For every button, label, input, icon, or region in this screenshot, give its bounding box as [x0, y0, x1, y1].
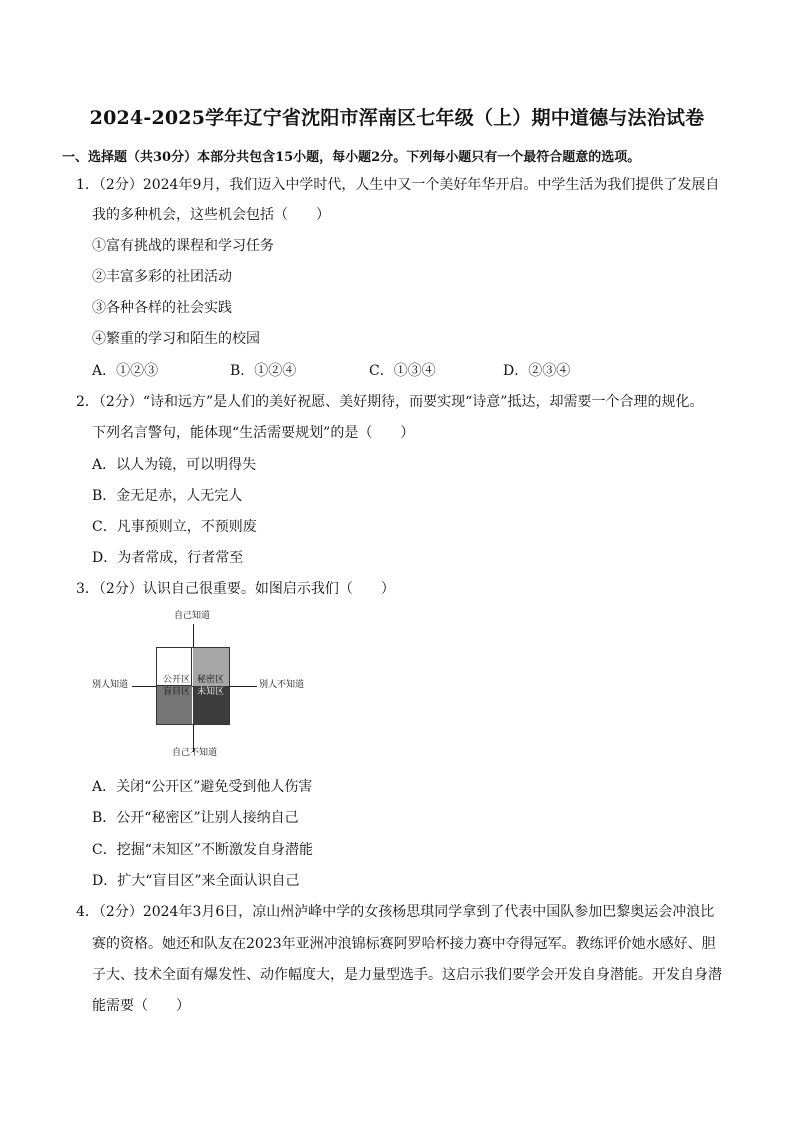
quadrant-frame [156, 647, 230, 725]
q2-option-c[interactable]: C．凡事预则立，不预则废 [92, 519, 257, 535]
q3-option-b[interactable]: B．公开“秘密区”让别人接纳自己 [92, 810, 299, 826]
q1-option-d[interactable]: D．②③④ [503, 363, 571, 379]
q1-stem-line1: 1．（2分）2024年9月，我们迈入中学时代，人生中又一个美好年华开启。中学生活为我们提供了发展自 [76, 177, 720, 193]
figure-left-label: 别人知道 [92, 680, 129, 690]
figure-top-label: 自己知道 [174, 611, 211, 621]
q1-option-b[interactable]: B．①②④ [230, 363, 297, 379]
q4-stem-line2: 赛的资格。她还和队友在2023年亚洲冲浪锦标赛阿罗哈杯接力赛中夺得冠军。教练评价她水感好、胆 [92, 936, 716, 952]
q3-option-c[interactable]: C．挖掘“未知区”不断激发自身潜能 [92, 842, 314, 858]
q1-item-4: ④繁重的学习和陌生的校园 [92, 331, 260, 347]
q3-stem: 3．（2分）认识自己很重要。如图启示我们（ ） [76, 581, 395, 597]
q1-item-2: ②丰富多彩的社团活动 [92, 269, 232, 285]
q1-item-3: ③各种各样的社会实践 [92, 300, 232, 316]
quadrant-blind-label: 盲目区 [163, 687, 191, 697]
quadrant-secret-label: 秘密区 [197, 675, 225, 685]
johari-window-figure [90, 610, 330, 760]
quadrant-open-label: 公开区 [163, 675, 191, 685]
q2-option-b[interactable]: B．金无足赤，人无完人 [92, 488, 243, 504]
figure-bottom-label: 自己不知道 [172, 748, 218, 758]
q1-stem-line2: 我的多种机会，这些机会包括（ ） [92, 207, 330, 223]
q2-option-d[interactable]: D．为者常成，行者常至 [92, 550, 244, 566]
q3-option-d[interactable]: D．扩大“盲目区”来全面认识自己 [92, 873, 300, 889]
q2-stem-line2: 下列名言警句，能体现“生活需要规划”的是（ ） [92, 425, 415, 441]
section-heading: 一、选择题（共30分）本部分共包含15小题，每小题2分。下列每小题只有一个最符合题意的选项。 [62, 150, 641, 165]
q4-stem-line3: 子大、技术全面有爆发性、动作幅度大，是力量型选手。这启示我们要学会开发自身潜能。开发自身潜 [92, 967, 722, 983]
q2-stem-line1: 2．（2分）“诗和远方”是人们的美好祝愿、美好期待，而要实现“诗意”抵达，却需要一个合理的规化。 [76, 394, 704, 410]
quadrant-unknown-label: 未知区 [197, 687, 225, 697]
q4-stem-line4: 能需要（ ） [92, 998, 190, 1014]
q1-option-a[interactable]: A．①②③ [92, 363, 159, 379]
q1-item-1: ①富有挑战的课程和学习任务 [92, 238, 274, 254]
q2-option-a[interactable]: A．以人为镜，可以明得失 [92, 457, 257, 473]
figure-right-label: 别人不知道 [259, 680, 305, 690]
q3-option-a[interactable]: A．关闭“公开区”避免受到他人伤害 [92, 779, 313, 795]
q1-option-c[interactable]: C．①③④ [369, 363, 436, 379]
q1-options [92, 360, 692, 380]
q4-stem-line1: 4．（2分）2024年3月6日，凉山州泸峰中学的女孩杨思琪同学拿到了代表中国队参加巴黎奥运会冲浪比 [76, 904, 715, 920]
exam-title: 2024-2025学年辽宁省沈阳市浑南区七年级（上）期中道德与法治试卷 [89, 107, 705, 129]
